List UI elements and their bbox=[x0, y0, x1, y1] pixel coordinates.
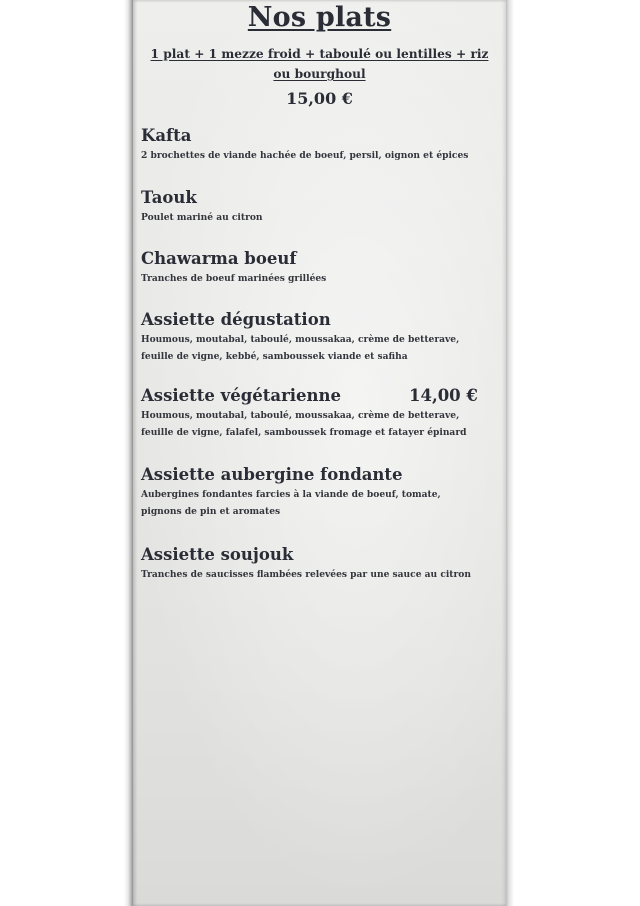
dish-name: Assiette végétarienne bbox=[141, 386, 342, 405]
background-left bbox=[0, 0, 133, 906]
dish-assiette-aubergine-fondante bbox=[141, 464, 506, 520]
dish-assiette-soujouk bbox=[141, 544, 506, 583]
dish-description: feuille de vigne, falafel, samboussek fromage et fatayer épinard bbox=[141, 427, 467, 438]
dish-name: Assiette dégustation bbox=[141, 310, 331, 329]
dish-description: 2 brochettes de viande hachée de boeuf, persil, oignon et épices bbox=[141, 150, 469, 161]
dish-description: Houmous, moutabal, taboulé, moussakaa, crème de betterave, bbox=[141, 410, 460, 421]
dish-chawarma-boeuf bbox=[141, 248, 506, 287]
formula-line-1: 1 plat + 1 mezze froid + taboulé ou lentilles + riz bbox=[150, 47, 489, 61]
dish-kafta bbox=[141, 125, 506, 164]
formula-description bbox=[133, 44, 506, 84]
dish-name: Taouk bbox=[141, 188, 197, 207]
dish-name: Assiette aubergine fondante bbox=[141, 465, 403, 484]
dish-name: Kafta bbox=[141, 126, 192, 145]
dish-assiette-degustation bbox=[141, 309, 506, 365]
dish-price: 14,00 € bbox=[409, 386, 478, 405]
dish-description: pignons de pin et aromates bbox=[141, 506, 281, 517]
dish-description: Aubergines fondantes farcies à la viande de boeuf, tomate, bbox=[141, 489, 441, 500]
dish-taouk bbox=[141, 187, 506, 226]
dish-description: Tranches de boeuf marinées grillées bbox=[141, 273, 327, 284]
formula-line-2: ou bourghoul bbox=[273, 67, 366, 81]
formula-price: 15,00 € bbox=[286, 89, 353, 108]
menu-sheet bbox=[133, 0, 506, 906]
dish-name: Assiette soujouk bbox=[141, 545, 294, 564]
dish-description: Poulet mariné au citron bbox=[141, 212, 263, 223]
dish-assiette-vegetarienne bbox=[141, 385, 506, 441]
dish-description: Houmous, moutabal, taboulé, moussakaa, crème de betterave, bbox=[141, 334, 460, 345]
dish-name: Chawarma boeuf bbox=[141, 249, 297, 268]
dish-description: Tranches de saucisses flambées relevées par une sauce au citron bbox=[141, 569, 471, 580]
menu-title: Nos plats bbox=[247, 2, 392, 33]
background-right bbox=[506, 0, 640, 906]
dish-description: feuille de vigne, kebbé, samboussek viande et safiha bbox=[141, 351, 408, 362]
